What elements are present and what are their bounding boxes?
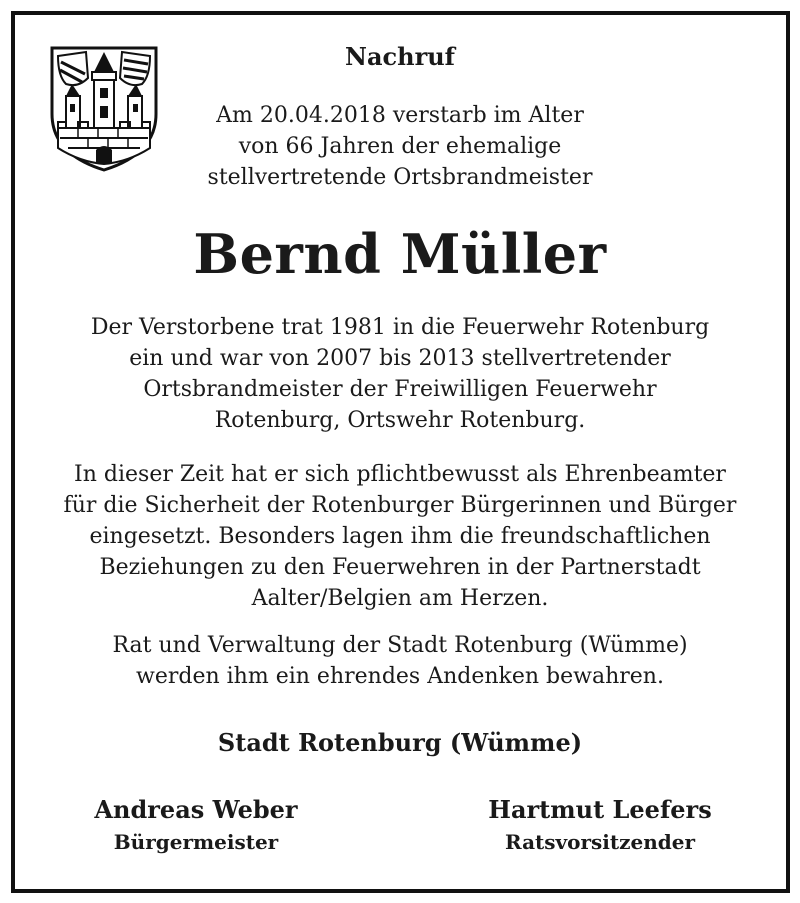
- signatory-role: Ratsvorsitzender: [505, 830, 695, 854]
- intro-line: Am 20.04.2018 verstarb im Alter: [216, 103, 584, 128]
- paragraph-line: Ortsbrandmeister der Freiwilligen Feuerwehr: [143, 377, 657, 402]
- paragraph-line: In dieser Zeit hat er sich pflichtbewusst als Ehrenbeamter: [74, 462, 726, 487]
- organization-name: Stadt Rotenburg (Wümme): [217, 728, 583, 757]
- paragraph-line: Aalter/Belgien am Herzen.: [251, 586, 549, 611]
- deceased-name: Bernd Müller: [193, 222, 607, 286]
- paragraph-line: werden ihm ein ehrendes Andenken bewahren.: [136, 664, 664, 689]
- signatory-council-chair: [430, 795, 770, 859]
- paragraph-line: Der Verstorbene trat 1981 in die Feuerwehr Rotenburg: [90, 315, 710, 340]
- signatory-name: Hartmut Leefers: [488, 795, 712, 824]
- intro-line: stellvertretende Ortsbrandmeister: [207, 165, 593, 190]
- intro-text: [15, 100, 785, 193]
- paragraph-line: für die Sicherheit der Rotenburger Bürgerinnen und Bürger: [63, 493, 737, 518]
- paragraph-line: Rat und Verwaltung der Stadt Rotenburg (Wümme): [112, 633, 688, 658]
- signatory-mayor: [26, 795, 366, 859]
- paragraph-career: [15, 312, 785, 436]
- notice-title: Nachruf: [345, 42, 455, 71]
- paragraph-service: [15, 459, 785, 614]
- paragraph-remembrance: [15, 630, 785, 692]
- paragraph-line: eingesetzt. Besonders lagen ihm die freundschaftlichen: [89, 524, 711, 549]
- signatory-name: Andreas Weber: [94, 795, 298, 824]
- paragraph-line: Rotenburg, Ortswehr Rotenburg.: [214, 408, 586, 433]
- signatory-role: Bürgermeister: [113, 830, 279, 854]
- intro-line: von 66 Jahren der ehemalige: [238, 134, 562, 159]
- paragraph-line: Beziehungen zu den Feuerwehren in der Partnerstadt: [99, 555, 701, 580]
- paragraph-line: ein und war von 2007 bis 2013 stellvertretender: [129, 346, 671, 371]
